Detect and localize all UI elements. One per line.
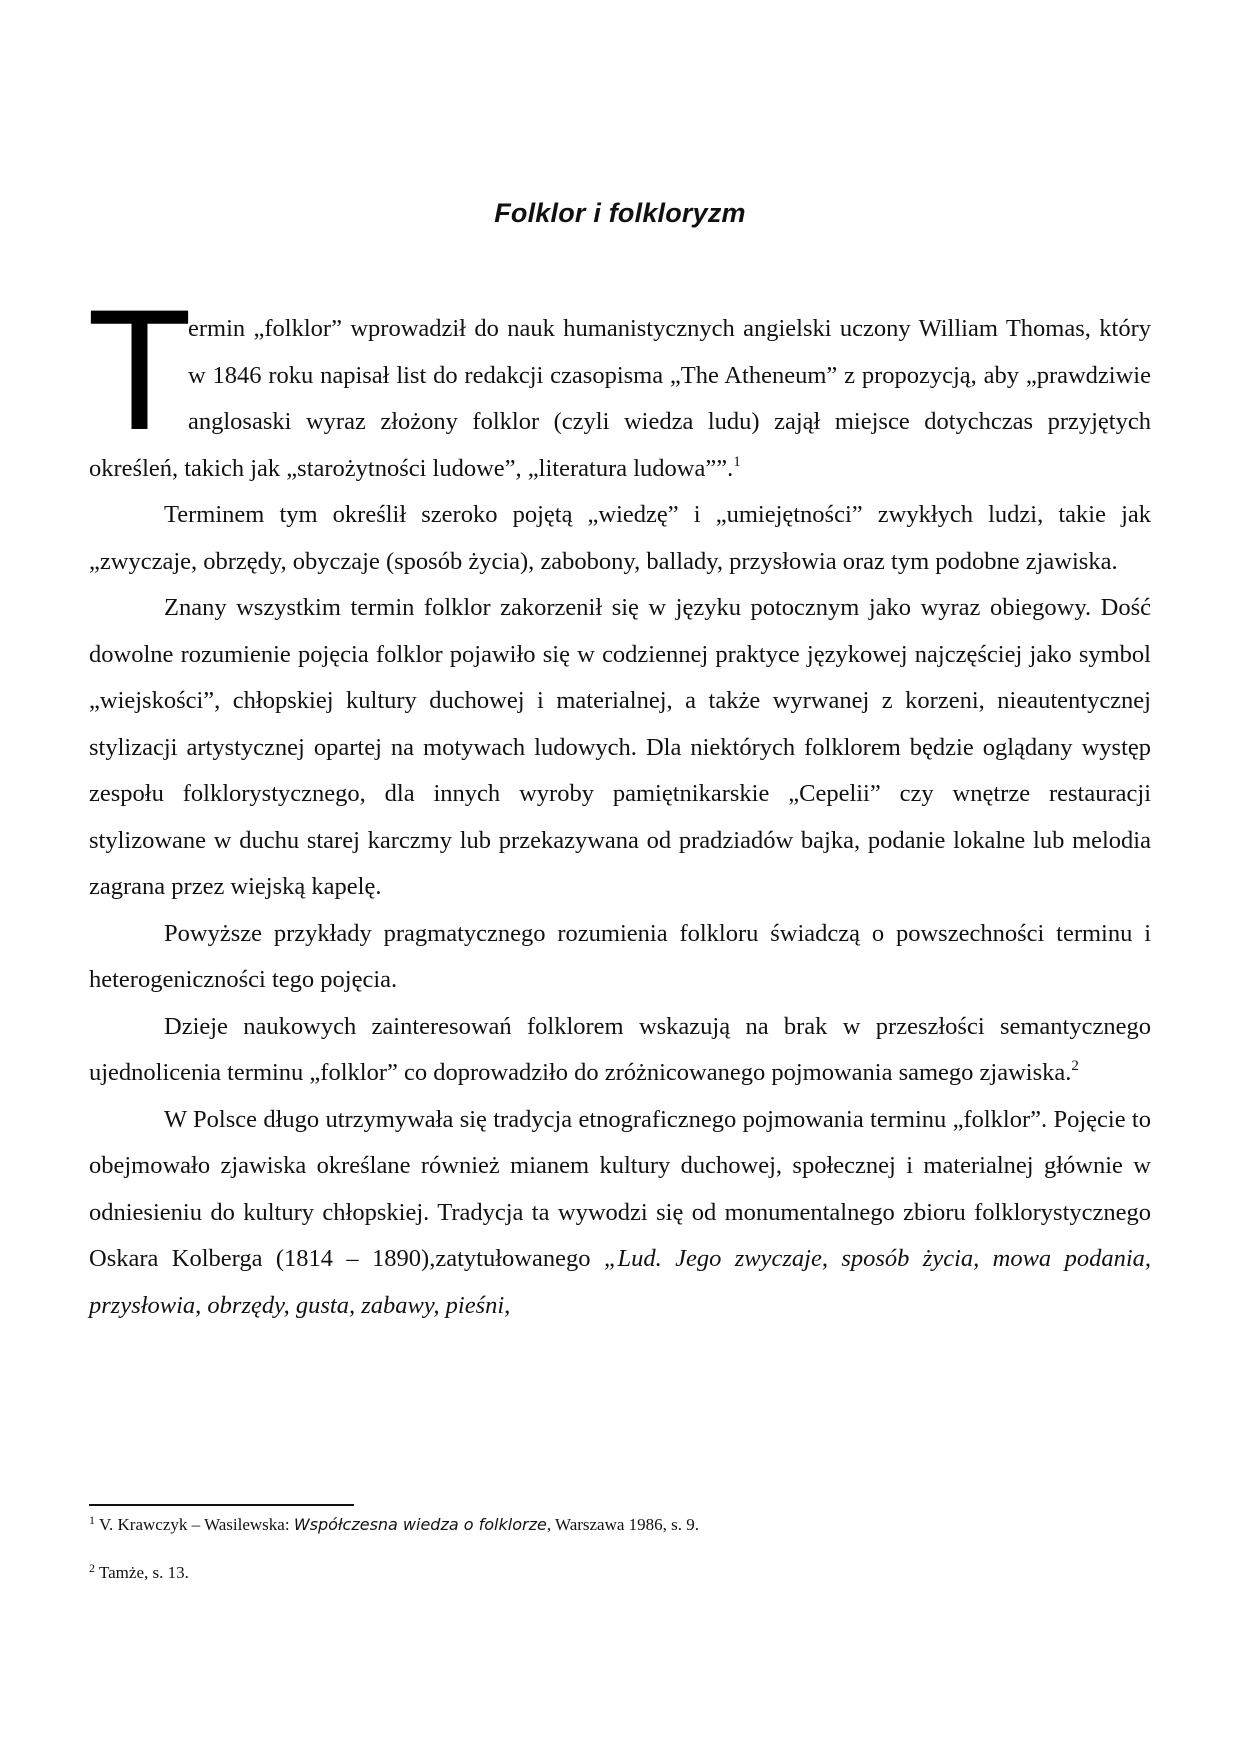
footnote-1-author: V. Krawczyk – Wasilewska:	[95, 1515, 294, 1534]
footnote-2-text: Tamże, s. 13.	[95, 1563, 189, 1582]
paragraph-6-italic-title: „Lud. Jego zwyczaje, sposób życia, mowa podania, przysłowia, obrzędy, gusta, zabawy, pieśni,	[89, 1245, 1152, 1319]
paragraph-5-text: Dzieje naukowych zainteresowań folklorem wskazują na brak w przeszłości semantycznego ujednolicenia terminu „folklor” co doprowadziło do zróżnicowanego pojmowania samego zjawiska.	[89, 1012, 1151, 1086]
drop-cap	[87, 274, 193, 466]
paragraph-1	[87, 274, 1151, 492]
paragraph-6	[89, 1097, 1151, 1330]
paragraph-3: Znany wszystkim termin folklor zakorzenił się w języku potocznym jako wyraz obiegowy. Dość dowolne rozumienie pojęcia folklor pojawiło się w codziennej praktyce językowej najczęściej jako symbol „wiejskości”, chłopskiej kultury duchowej i materialnej, a także wyrwanej z korzeni, nieautentycznej stylizacji artystycznej opartej na motywach ludowych. Dla niektórych folklorem będzie oglądany występ zespołu folklorystycznego, dla innych wyroby pamiętnikarskie „Cepelii” czy wnętrze restauracji stylizowane w duchu starej karczmy lub przekazywana od pradziadów bajka, podanie lokalne lub melodia zagrana przez wiejską kapelę.	[89, 594, 1151, 900]
footnote-ref-2[interactable]: 2	[1071, 1058, 1079, 1074]
paragraph-6-text: W Polsce długo utrzymywała się tradycja etnograficznego pojmowania terminu „folklor”. Pojęcie to obejmowało zjawiska określane również mianem kultury duchowej, społecznej i materialnej głównie w odniesieniu do kultury chłopskiej. Tradycja ta wywodzi się od monumentalnego zbioru folklorystycznego Oskara Kolberga (1814 – 1890),zatytułowanego	[89, 1105, 1151, 1272]
footnote-separator	[89, 1504, 354, 1506]
footnote-1-number: 1	[89, 1513, 95, 1527]
footnote-1-book-title: Współczesna wiedza o folklorze	[293, 1515, 547, 1534]
footnote-ref-1[interactable]: 1	[733, 453, 741, 470]
page-title: Folklor i folkloryzm	[494, 198, 746, 228]
paragraph-4: Powyższe przykłady pragmatycznego rozumienia folkloru świadczą o powszechności terminu i heterogeniczności tego pojęcia.	[89, 919, 1151, 993]
footnote-1-publication: , Warszawa 1986, s. 9.	[546, 1515, 700, 1534]
footnote-2-number: 2	[89, 1561, 95, 1575]
document-body	[87, 274, 1152, 1329]
footnote-1	[89, 1508, 699, 1542]
paragraph-2: Terminem tym określił szeroko pojętą „wiedzę” i „umiejętności” zwykłych ludzi, takie jak „zwyczaje, obrzędy, obyczaje (sposób życia), zabobony, ballady, przysłowia oraz tym podobne zjawiska.	[89, 501, 1151, 575]
paragraph-1-text: ermin „folklor” wprowadził do nauk humanistycznych angielski uczony William Thomas, który w 1846 roku napisał list do redakcji czasopisma „The Atheneum” z propozycją, aby „prawdziwie anglosaski wyraz złożony folklor (czyli wiedza ludu) zajął miejsce dotychczas przyjętych określeń, takich jak „starożytności ludowe”, „literatura ludowa””.	[89, 315, 1151, 482]
footnote-2	[89, 1556, 189, 1590]
drop-cap-letter: T	[87, 274, 193, 466]
paragraph-5	[89, 1004, 1151, 1097]
